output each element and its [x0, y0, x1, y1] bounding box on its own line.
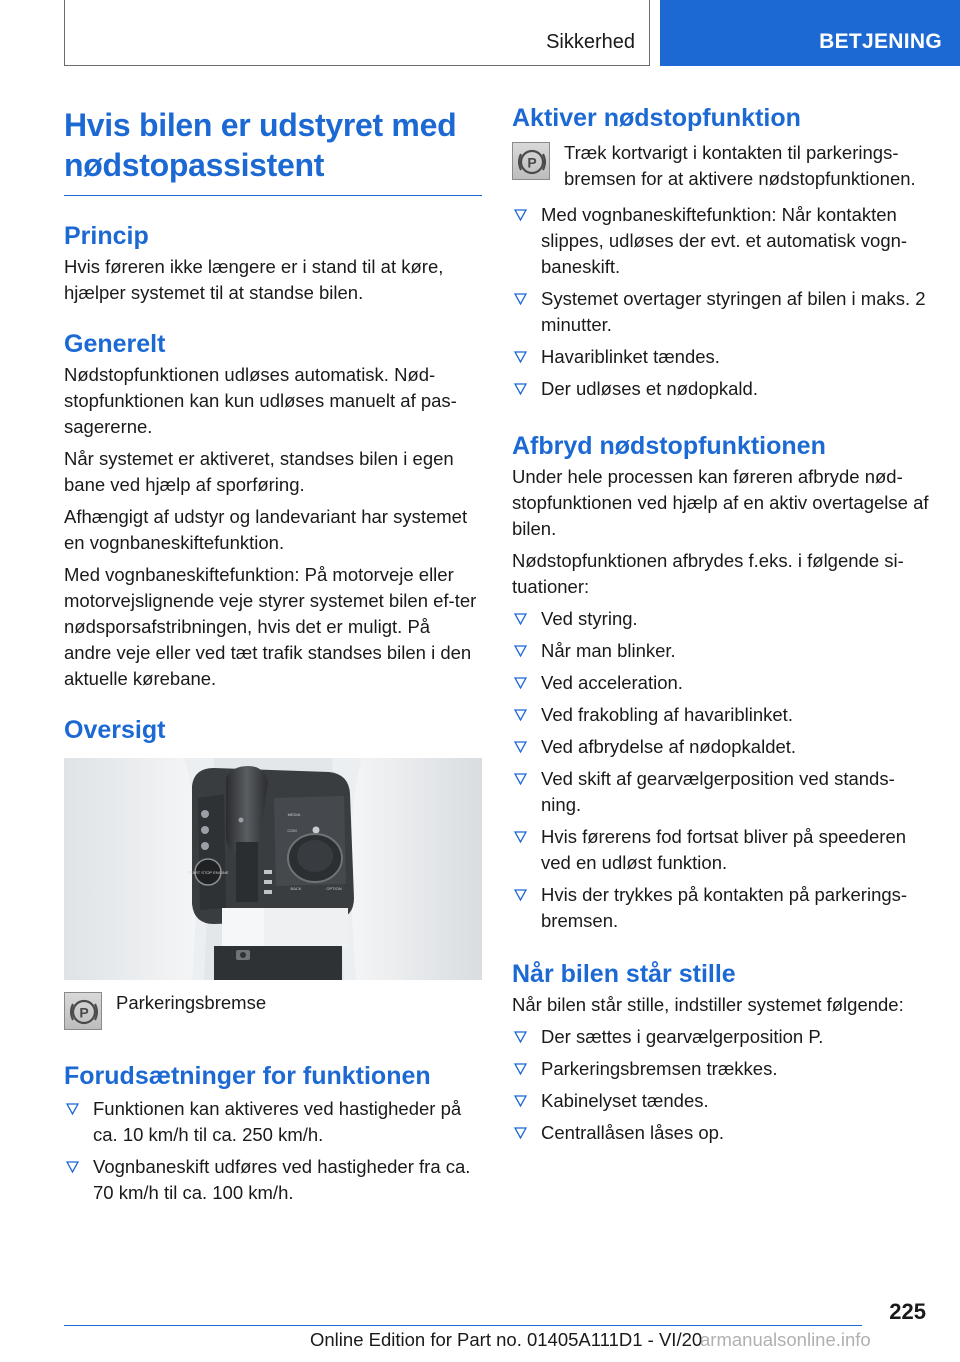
list-item: Ved skift af gearvælgerposition ved stands-ning.: [512, 766, 932, 818]
heading-generelt: Generelt: [64, 330, 166, 358]
heading-staar-stille: Når bilen står stille: [512, 960, 736, 988]
generelt-paragraph: Med vognbaneskiftefunktion: På motorveje eller motorvejslignende veje styrer systemet bilen ef-ter nødsporsafstribningen, hvis det er muligt. På andre veje eller ved tæt trafik standses bilen i den aktuelle kørebane.: [64, 564, 477, 689]
heading-oversigt: Oversigt: [64, 716, 166, 744]
list-item: Parkeringsbremsen trækkes.: [512, 1056, 932, 1082]
forudsaetninger-list: [64, 1096, 482, 1206]
list-item: Der udløses et nødopkald.: [512, 376, 932, 402]
parking-brake-icon: [64, 992, 102, 1030]
footer-divider: [64, 1325, 862, 1326]
afbryd-paragraph: Nødstopfunktionen afbrydes f.eks. i følgende si-tuationer:: [512, 550, 904, 597]
list-item: Funktionen kan aktiveres ved hastigheder på ca. 10 km/h til ca. 250 km/h.: [64, 1096, 482, 1148]
footer-watermark: armanualsonline.info: [700, 1329, 871, 1350]
page-number: 225: [889, 1299, 926, 1324]
heading-forudsaetninger: Forudsætninger for funktionen: [64, 1062, 431, 1090]
header-chapter-tab: [660, 0, 960, 66]
parking-brake-label: Parkeringsbremse: [116, 992, 267, 1013]
list-item: Med vognbaneskiftefunktion: Når kontakten slippes, udløses der evt. et automatisk vogn-baneskift.: [512, 202, 932, 280]
list-item: Systemet overtager styringen af bilen i maks. 2 minutter.: [512, 286, 932, 338]
right-column: [512, 100, 932, 1152]
list-item: Vognbaneskift udføres ved hastigheder fra ca. 70 km/h til ca. 100 km/h.: [64, 1154, 482, 1206]
heading-aktiver: Aktiver nødstopfunktion: [512, 104, 801, 132]
header-section-label: Sikkerhed: [546, 31, 635, 53]
center-console-photo: [64, 758, 482, 980]
generelt-paragraph: Når systemet er aktiveret, standses bilen i egen bane ved hjælp af sporføring.: [64, 448, 454, 495]
staar-stille-list: [512, 1024, 932, 1146]
generelt-paragraph: Nødstopfunktionen udløses automatisk. Nød-stopfunktionen kan kun udløses manuelt af pas-sagererne.: [64, 364, 457, 437]
list-item: Ved acceleration.: [512, 670, 932, 696]
list-item: Hvis der trykkes på kontakten på parkerings-bremsen.: [512, 882, 932, 934]
afbryd-paragraph: Under hele processen kan føreren afbryde nød-stopfunktionen ved hjælp af en aktiv overtagelse af bilen.: [512, 466, 929, 539]
princip-text: Hvis føreren ikke længere er i stand til at køre, hjælper systemet til at standse bilen.: [64, 256, 444, 303]
list-item: Havariblinket tændes.: [512, 344, 932, 370]
list-item: Centrallåsen låses op.: [512, 1120, 932, 1146]
list-item: Ved frakobling af havariblinket.: [512, 702, 932, 728]
com-button-label: COM: [287, 828, 297, 833]
header-chapter-label: BETJENING: [819, 30, 942, 53]
svg-text:P: P: [527, 154, 537, 171]
center-console-illustration: [64, 758, 482, 980]
list-item: Hvis førerens fod fortsat bliver på speederen ved en udløst funktion.: [512, 824, 932, 876]
staar-stille-text: Når bilen står stille, indstiller systemet følgende:: [512, 994, 904, 1015]
footer-edition: Online Edition for Part no. 01405A111D1 - VI/20: [310, 1329, 703, 1350]
afbryd-list: [512, 606, 932, 934]
list-item: Ved styring.: [512, 606, 932, 632]
media-button-label: MEDIA: [287, 812, 301, 817]
generelt-paragraph: Afhængigt af udstyr og landevariant har systemet en vognbaneskiftefunktion.: [64, 506, 468, 553]
aktiver-instruction-text: Træk kortvarigt i kontakten til parkerings-bremsen for at aktivere nødstopfunktionen.: [564, 142, 916, 189]
start-stop-button-label: START STOP ENGINE: [187, 870, 229, 875]
option-button-label: OPTION: [326, 886, 342, 891]
list-item: Ved afbrydelse af nødopkaldet.: [512, 734, 932, 760]
list-item: Kabinelyset tændes.: [512, 1088, 932, 1114]
aktiver-list: [512, 202, 932, 402]
svg-text:P: P: [79, 1004, 89, 1021]
back-button-label: BACK: [290, 886, 302, 891]
parking-brake-legend: [64, 990, 482, 1030]
aktiver-instruction: [512, 140, 932, 192]
header-section-tab: [64, 0, 650, 66]
heading-afbryd: Afbryd nødstopfunktionen: [512, 432, 826, 460]
page-title: Hvis bilen er udstyret med nødstopassistent: [64, 105, 482, 196]
left-column: [64, 100, 482, 1212]
list-item: Der sættes i gearvælgerposition P.: [512, 1024, 932, 1050]
list-item: Når man blinker.: [512, 638, 932, 664]
heading-princip: Princip: [64, 222, 149, 250]
parking-brake-icon: [512, 142, 550, 180]
